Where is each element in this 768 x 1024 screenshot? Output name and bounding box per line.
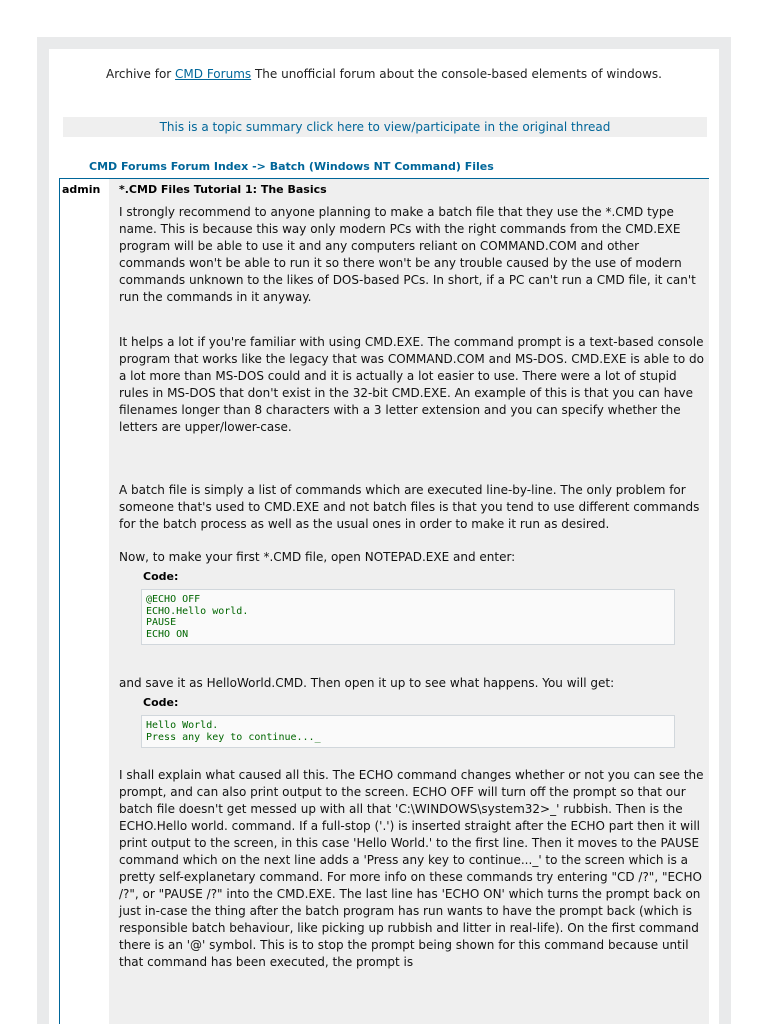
post-paragraph-6: I shall explain what caused all this. The ECHO command changes whether or not you can see the prompt, and can also print output to the screen. ECHO OFF will turn off the prompt so that our batch file doesn't get messed up with all that 'C:\WINDOWS\system32>_' rubbish. Then is the ECHO.Hello world. command. If a full-stop ('.') is inserted straight after the ECHO part then it will print output to the screen, in this case 'Hello World.' to the first line. Then it moves to the PAUSE command which on the next line adds a 'Press any key to continue..._' to the screen which is a pretty self-explanetary command. For more info on these commands try entering "CD /?", "ECHO /?", or "PAUSE /?" into the CMD.EXE. The last line has 'ECHO ON' which turns the prompt back on just in-case the thing after the batch program has run wants to have the prompt back (which is responsible batch behaviour, like picking up rubbish and litter in real-life). On the first command there is an '@' symbol. This is to stop the prompt being shown for this command because until that command has been executed, the prompt is bbox=[119, 768, 704, 969]
breadcrumb-section-link[interactable]: Batch (Windows NT Command) Files bbox=[269, 160, 494, 173]
post-subject: *.CMD Files Tutorial 1: The Basics bbox=[119, 183, 327, 196]
post-paragraph-1: I strongly recommend to anyone planning to make a batch file that they use the *.CMD type name. This is because this way only modern PCs with the right commands from the CMD.EXE program will be able to use it and any computers reliant on COMMAND.COM and other commands won't be able to run it so there won't be any trouble caused by the use of modern commands unknown to the likes of DOS-based PCs. In short, if a PC can't run a CMD file, it can't run the commands in it anyway. bbox=[119, 205, 696, 304]
code-line: ECHO.Hello world. bbox=[146, 605, 249, 617]
content-panel bbox=[49, 49, 719, 1024]
topic-summary-link[interactable]: This is a topic summary click here to view/participate in the original thread bbox=[63, 117, 707, 137]
code-line: ECHO ON bbox=[146, 628, 189, 640]
breadcrumb-index-link[interactable]: CMD Forums Forum Index bbox=[89, 160, 249, 173]
post-paragraph-2: It helps a lot if you're familiar with using CMD.EXE. The command prompt is a text-based console program that works like the legacy that was COMMAND.COM and MS-DOS. CMD.EXE is able to do a lot more than MS-DOS could and it is actually a lot easier to use. There were a lot of stupid rules in MS-DOS that don't exist in the 32-bit CMD.EXE. An example of this is that you can have filenames longer than 8 characters with a 3 letter extension and you can specify whether the letters are upper/lower-case. bbox=[119, 335, 704, 434]
code-line: @ECHO OFF bbox=[146, 594, 201, 605]
code-label-1: Code: bbox=[143, 570, 179, 583]
code-block-1 bbox=[141, 589, 675, 645]
code-label-2: Code: bbox=[143, 696, 179, 709]
post-paragraph-4: Now, to make your first *.CMD file, open NOTEPAD.EXE and enter: bbox=[119, 550, 516, 564]
post-paragraph-5: and save it as HelloWorld.CMD. Then open it up to see what happens. You will get: bbox=[119, 676, 615, 690]
archive-header bbox=[49, 67, 719, 81]
code-line: PAUSE bbox=[146, 617, 177, 628]
code-line: Hello World. bbox=[146, 720, 219, 731]
post-author: admin bbox=[62, 183, 101, 196]
code-line: Press any key to continue..._ bbox=[146, 731, 321, 743]
post-paragraph-3: A batch file is simply a list of commands which are executed line-by-line. The only problem for someone that's used to CMD.EXE and not batch files is that you tend to use different commands for the batch process as well as the usual ones in order to make it run as desired. bbox=[119, 483, 700, 531]
breadcrumb-separator: -> bbox=[248, 160, 270, 173]
post-table bbox=[59, 178, 709, 1024]
page-frame bbox=[37, 37, 731, 1024]
archive-prefix: Archive for bbox=[106, 67, 176, 81]
archive-suffix: The unofficial forum about the console-based elements of windows. bbox=[251, 67, 662, 81]
forum-link[interactable]: CMD Forums bbox=[175, 67, 252, 81]
post-body bbox=[108, 179, 709, 1024]
code-block-2 bbox=[141, 715, 675, 748]
breadcrumb bbox=[89, 160, 494, 173]
